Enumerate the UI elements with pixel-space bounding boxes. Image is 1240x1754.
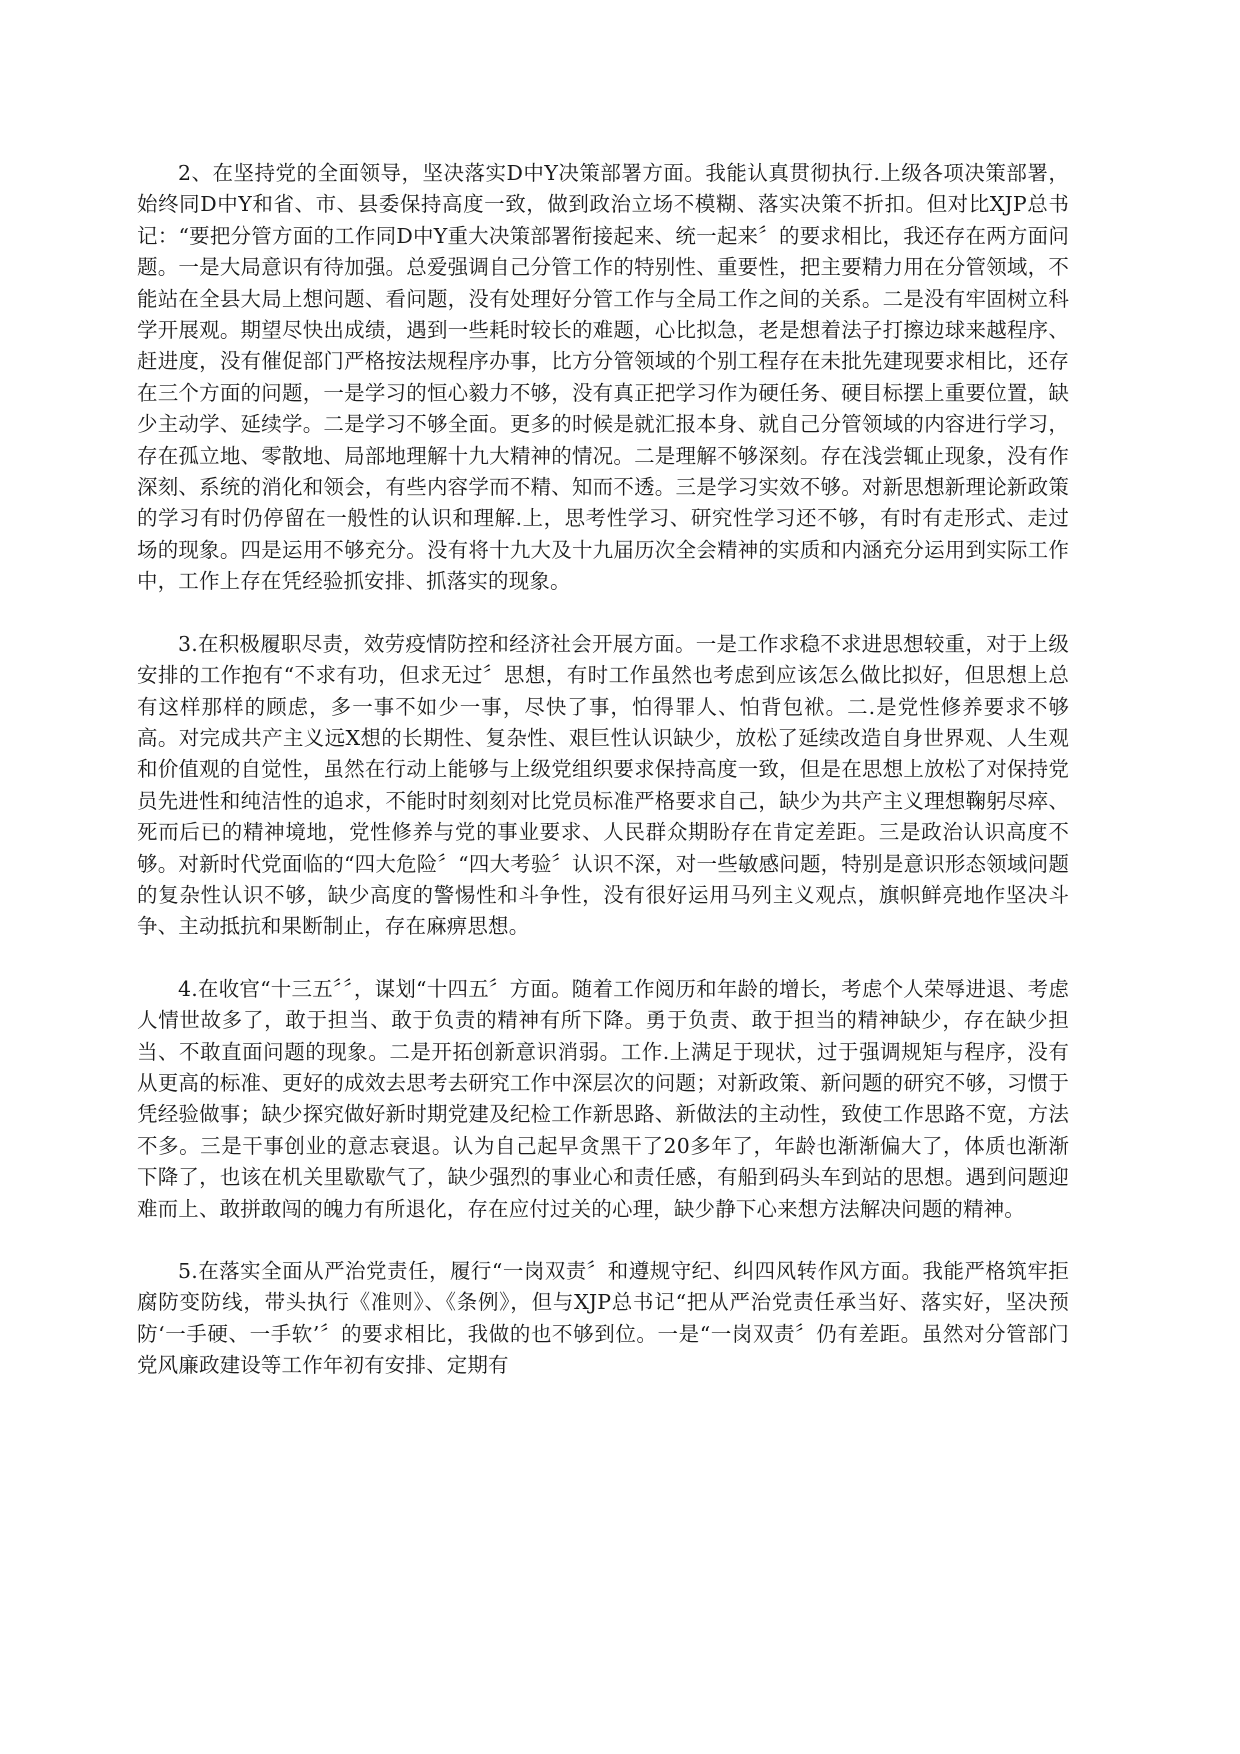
document-page [137,158,1069,1413]
paragraph-5: 5.在落实全面从严治党责任，履行“一岗双责〞和遵规守纪、纠四风转作风方面。我能严格筑牢拒腐防变防线，带头执行《准则》、《条例》，但与XJP总书记“把从严治党责任承当好、落实好，坚决预防‘一手硬、一手软’〞的要求相比，我做的也不够到位。一是“一岗双责〞仍有差距。虽然对分管部门党风廉政建设等工作年初有安排、定期有 [137,1259,1069,1378]
paragraph-2: 2、在坚持党的全面领导，坚决落实D中Y决策部署方面。我能认真贯彻执行.上级各项决策部署，始终同D中Y和省、市、县委保持高度一致，做到政治立场不模糊、落实决策不折扣。但对比XJP总书记：“要把分管方面的工作同D中Y重大决策部署衔接起来、统一起来〞的要求相比，我还存在两方面问题。一是大局意识有待加强。总爱强调自己分管工作的特别性、重要性，把主要精力用在分管领域，不能站在全县大局上想问题、看问题，没有处理好分管工作与全局工作之间的关系。二是没有牢固树立科学开展观。期望尽快出成绩，遇到一些耗时较长的难题，心比拟急，老是想着法子打擦边球来越程序、赶进度，没有催促部门严格按法规程序办事，比方分管领域的个别工程存在未批先建现要求相比，还存在三个方面的问题，一是学习的恒心毅力不够，没有真正把学习作为硬任务、硬目标摆上重要位置，缺少主动学、延续学。二是学习不够全面。更多的时候是就汇报本身、就自己分管领域的内容进行学习，存在孤立地、零散地、局部地理解十九大精神的情况。二是理解不够深刻。存在浅尝辄止现象，没有作深刻、系统的消化和领会，有些内容学而不精、知而不透。三是学习实效不够。对新思想新理论新政策的学习有时仍停留在一般性的认识和理解.上，思考性学习、研究性学习还不够，有时有走形式、走过场的现象。四是运用不够充分。没有将十九大及十九届历次全会精神的实质和内涵充分运用到实际工作中，工作上存在凭经验抓安排、抓落实的现象。 [137,161,1069,594]
paragraph-4: 4.在收官“十三五〞〞，谋划“十四五〞方面。随着工作阅历和年龄的增长，考虑个人荣辱进退、考虑人情世故多了，敢于担当、敢于负责的精神有所下降。勇于负责、敢于担当的精神缺少，存在缺少担当、不敢直面问题的现象。二是开拓创新意识消弱。工作.上满足于现状，过于强调规矩与程序，没有从更高的标准、更好的成效去思考去研究工作中深层次的问题；对新政策、新问题的研究不够，习惯于凭经验做事；缺少探究做好新时期党建及纪检工作新思路、新做法的主动性，致使工作思路不宽，方法不多。三是干事创业的意志衰退。认为自己起早贪黑干了20多年了，年龄也渐渐偏大了，体质也渐渐下降了，也该在机关里歇歇气了，缺少强烈的事业心和责任感，有船到码头车到站的思想。遇到问题迎难而上、敢拼敢闯的魄力有所退化，存在应付过关的心理，缺少静下心来想方法解决问题的精神。 [137,976,1069,1221]
paragraph-3: 3.在积极履职尽责，效劳疫情防控和经济社会开展方面。一是工作求稳不求进思想较重，对于上级安排的工作抱有“不求有功，但求无过〞思想，有时工作虽然也考虑到应该怎么做比拟好，但思想上总有这样那样的顾虑，多一事不如少一事，尽快了事，怕得罪人、怕背包袱。二.是党性修养要求不够高。对完成共产主义远X想的长期性、复杂性、艰巨性认识缺少，放松了延续改造自身世界观、人生观和价值观的自觉性，虽然在行动上能够与上级党组织要求保持高度一致，但是在思想上放松了对保持党员先进性和纯洁性的追求，不能时时刻刻对比党员标准严格要求自己，缺少为共产主义理想鞠躬尽瘁、死而后已的精神境地，党性修养与党的事业要求、人民群众期盼存在肯定差距。三是政治认识高度不够。对新时代党面临的“四大危险〞“四大考验〞认识不深，对一些敏感问题，特别是意识形态领域问题的复杂性认识不够，缺少高度的警惕性和斗争性，没有很好运用马列主义观点，旗帜鲜亮地作坚决斗争、主动抵抗和果断制止，存在麻痹思想。 [137,631,1069,939]
